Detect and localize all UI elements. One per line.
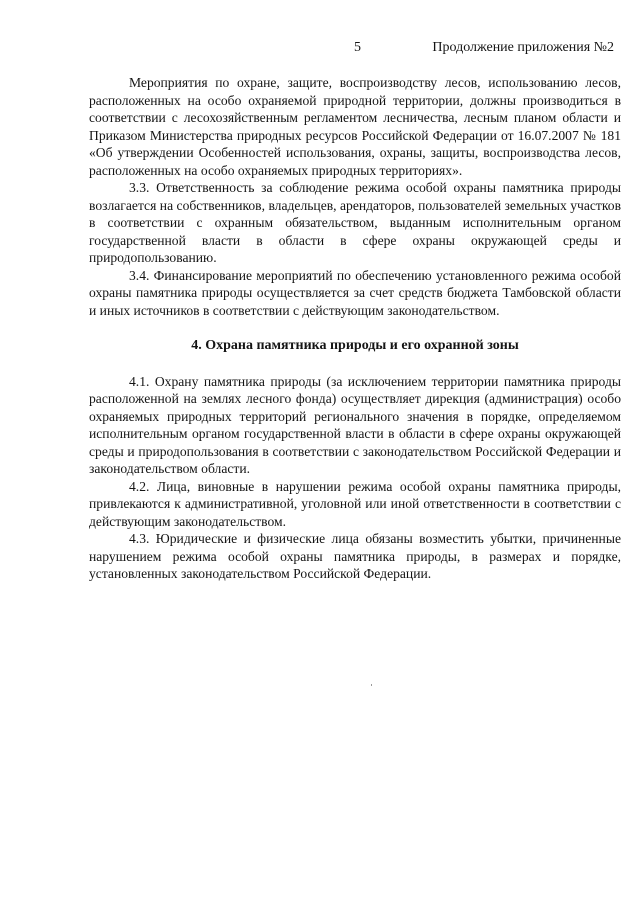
paragraph-3-3-responsibility: 3.3. Ответственность за соблюдение режима особой охраны памятника природы возлагается на собственников, владельцев, арендаторов, пользователей земельных участков в соответствии с охранным обязательством, выданным исполнительным органом государственной власти в области в сфере охраны окружающей среды и природопользованию.: [89, 180, 621, 265]
paragraph-3-4-financing: 3.4. Финансирование мероприятий по обеспечению установленного режима особой охраны памятника природы осуществляется за счет средств бюджета Тамбовской области и иных источников в соответствии с действующим законодательством.: [89, 267, 621, 318]
section-4-heading: 4. Охрана памятника природы и его охранной зоны: [191, 338, 519, 353]
document-body: [89, 74, 621, 583]
paragraph-4-3-damages: 4.3. Юридические и физические лица обязаны возместить убытки, причиненные нарушением режима особой охраны памятника природы, в размерах и порядке, установленных законодательством Российской Федерации.: [89, 531, 621, 581]
page-header: [90, 40, 620, 60]
scan-artifact: [371, 684, 372, 686]
page-number: 5: [354, 40, 361, 55]
paragraph-forest-measures: Мероприятия по охране, защите, воспроизводству лесов, использованию лесов, расположенных на особо охраняемой природной территории, должны производиться в соответствии с лесохозяйственным регламентом лесничества, лесным планом области и Приказом Министерства природных ресурсов Российской Федерации от 16.07.2007 № 181 «Об утверждении Особенностей использования, охраны, защиты, воспроизводства лесов, расположенных на особо охраняемых природных территориях».: [89, 75, 621, 178]
appendix-continuation-label: Продолжение приложения №2: [432, 40, 614, 55]
paragraph-4-2-liability: 4.2. Лица, виновные в нарушении режима особой охраны памятника природы, привлекаются к административной, уголовной или иной ответственности в соответствии с действующим законодательством.: [89, 478, 621, 529]
paragraph-4-1-protection: 4.1. Охрану памятника природы (за исключением территории памятника природы расположенной на землях лесного фонда) осуществляет дирекция (администрация) особо охраняемых природных территорий регионального значения в порядке, определяемом исполнительным органом государственной власти в области в сфере охраны окружающей среды и природопользования в соответствии с законодательством Российской Федерации и законодательством области.: [89, 373, 621, 476]
